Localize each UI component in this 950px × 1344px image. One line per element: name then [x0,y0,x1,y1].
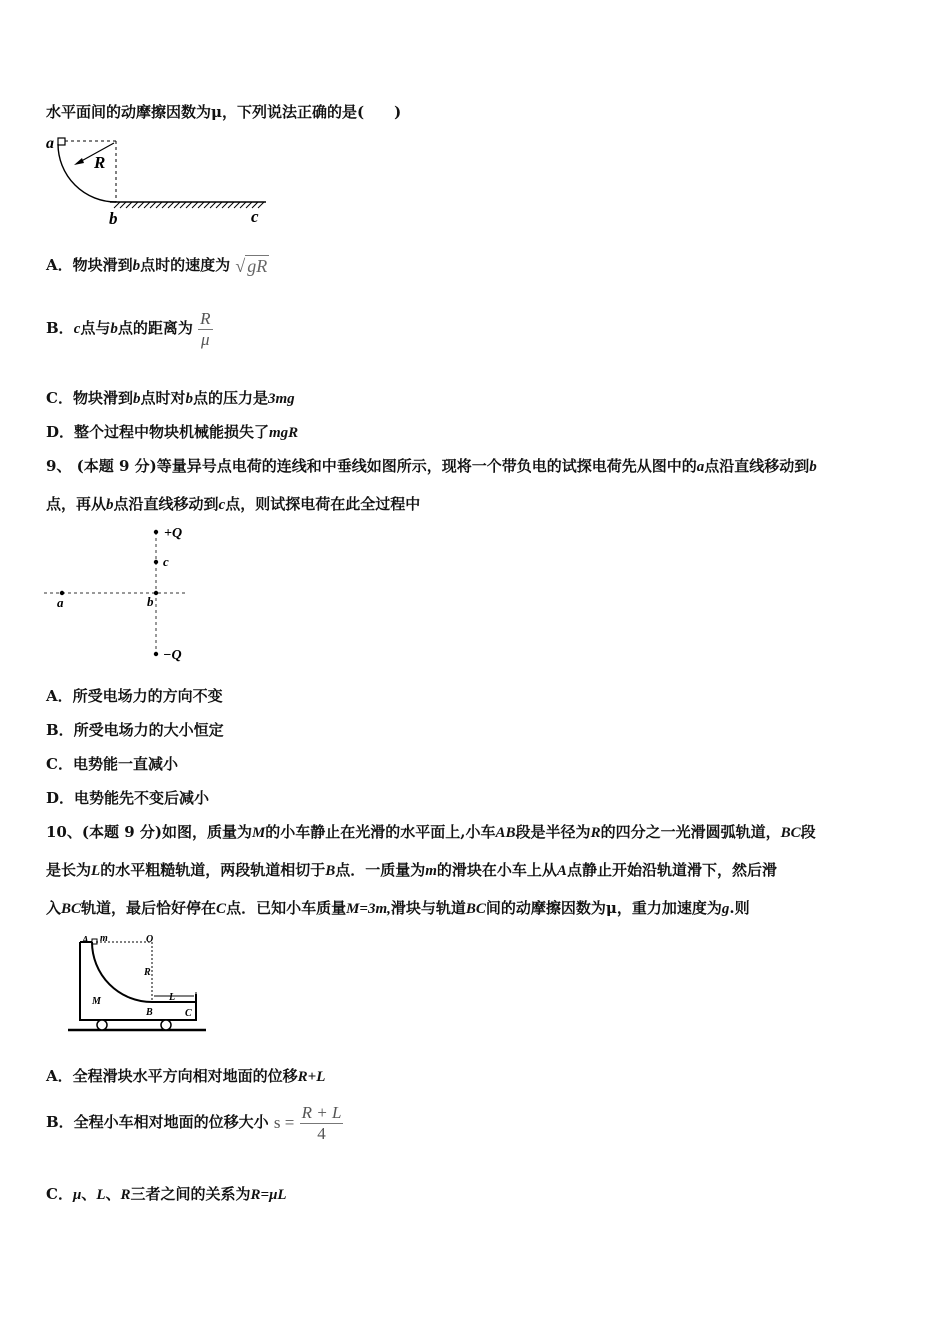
label-O: O [146,934,154,945]
label-plus-q: +Q [164,526,183,541]
q10-stem-line2: 是长为L的水平粗糙轨道，两段轨道相切于B点．一质量为m的滑块在小车上从A点静止开始沿轨道滑下，然后滑 [46,861,777,879]
label-R: R [144,967,151,978]
quarter-arc [58,144,116,202]
q9-option-d[interactable]: D．电势能先不变后减小 [46,789,210,807]
label-m: m [100,933,108,944]
q10-stem-line3: 入BC轨道，最后恰好停在C点．已知小车质量M=3m,滑块与轨道BC间的动摩擦因数为μ，重力加速度为g.则 [46,899,750,917]
label-R: R [94,153,106,172]
fraction-rl-over-4: $\frac{R + L}{4}$ [301,1102,342,1143]
q10-stem-line1: 10、(本题 9 分)如图，质量为M的小车静止在光滑的水平面上,小车AB段是半径为R的四分之一光滑圆弧轨道，BC段 [46,823,816,841]
q9-option-c[interactable]: C．电势能一直减小 [46,755,178,773]
q9-stem-line2: 点，再从b点沿直线移动到c点，则试探电荷在此全过程中 [46,495,421,513]
label-a: a [57,595,64,610]
wheel-icon [161,1020,171,1030]
q9-option-b[interactable]: B．所受电场力的大小恒定 [46,721,224,739]
q8-option-c[interactable]: C．物块滑到b点时对b点的压力是3mg [46,389,295,407]
q8-stem-tail: 水平面间的动摩擦因数为μ，下列说法正确的是( ) [46,103,402,121]
label-c: c [251,207,259,226]
q9-figure [44,520,204,666]
block-icon [58,138,65,145]
label-L: L [169,992,176,1003]
label-b: b [109,209,118,228]
q8-figure [44,132,284,232]
label-A: A [82,935,89,946]
q10-figure [64,930,214,1035]
arc-track [92,942,152,1002]
label-b: b [147,594,154,609]
label-C: C [185,1008,192,1019]
s-label: s = [273,1113,295,1132]
label-a: a [46,135,54,152]
negative-charge-icon [154,652,158,656]
label-c: c [163,554,169,569]
fraction-r-over-mu: $\frac{R}{\mu}$ [200,308,211,349]
positive-charge-icon [154,530,158,534]
q8-option-b[interactable]: B．c点与b点的距离为 $\frac{R}{\mu}$ [46,308,211,349]
q9-option-a[interactable]: A．所受电场力的方向不变 [46,687,223,705]
q8-option-d[interactable]: D．整个过程中物块机械能损失了mgR [46,423,299,441]
label-M: M [92,996,101,1007]
sqrt-formula: √ gR [235,256,268,276]
q8-option-a[interactable]: A．物块滑到b点时的速度为 √ gR [46,256,268,276]
q10-option-c[interactable]: C．μ、L、R三者之间的关系为R=μL [46,1185,287,1203]
q9-stem-line1: 9、 (本题 9 分)等量异号点电荷的连线和中垂线如图所示，现将一个带负电的试探电荷先从图中的a点沿直线移动到b [46,457,817,475]
q10-option-a[interactable]: A．全程滑块水平方向相对地面的位移R+L [46,1067,326,1085]
label-minus-q: −Q [163,648,182,663]
q10-option-b[interactable]: B．全程小车相对地面的位移大小 s = $\frac{R + L}{4}$ [46,1100,343,1145]
label-B: B [146,1007,153,1018]
wheel-icon [97,1020,107,1030]
